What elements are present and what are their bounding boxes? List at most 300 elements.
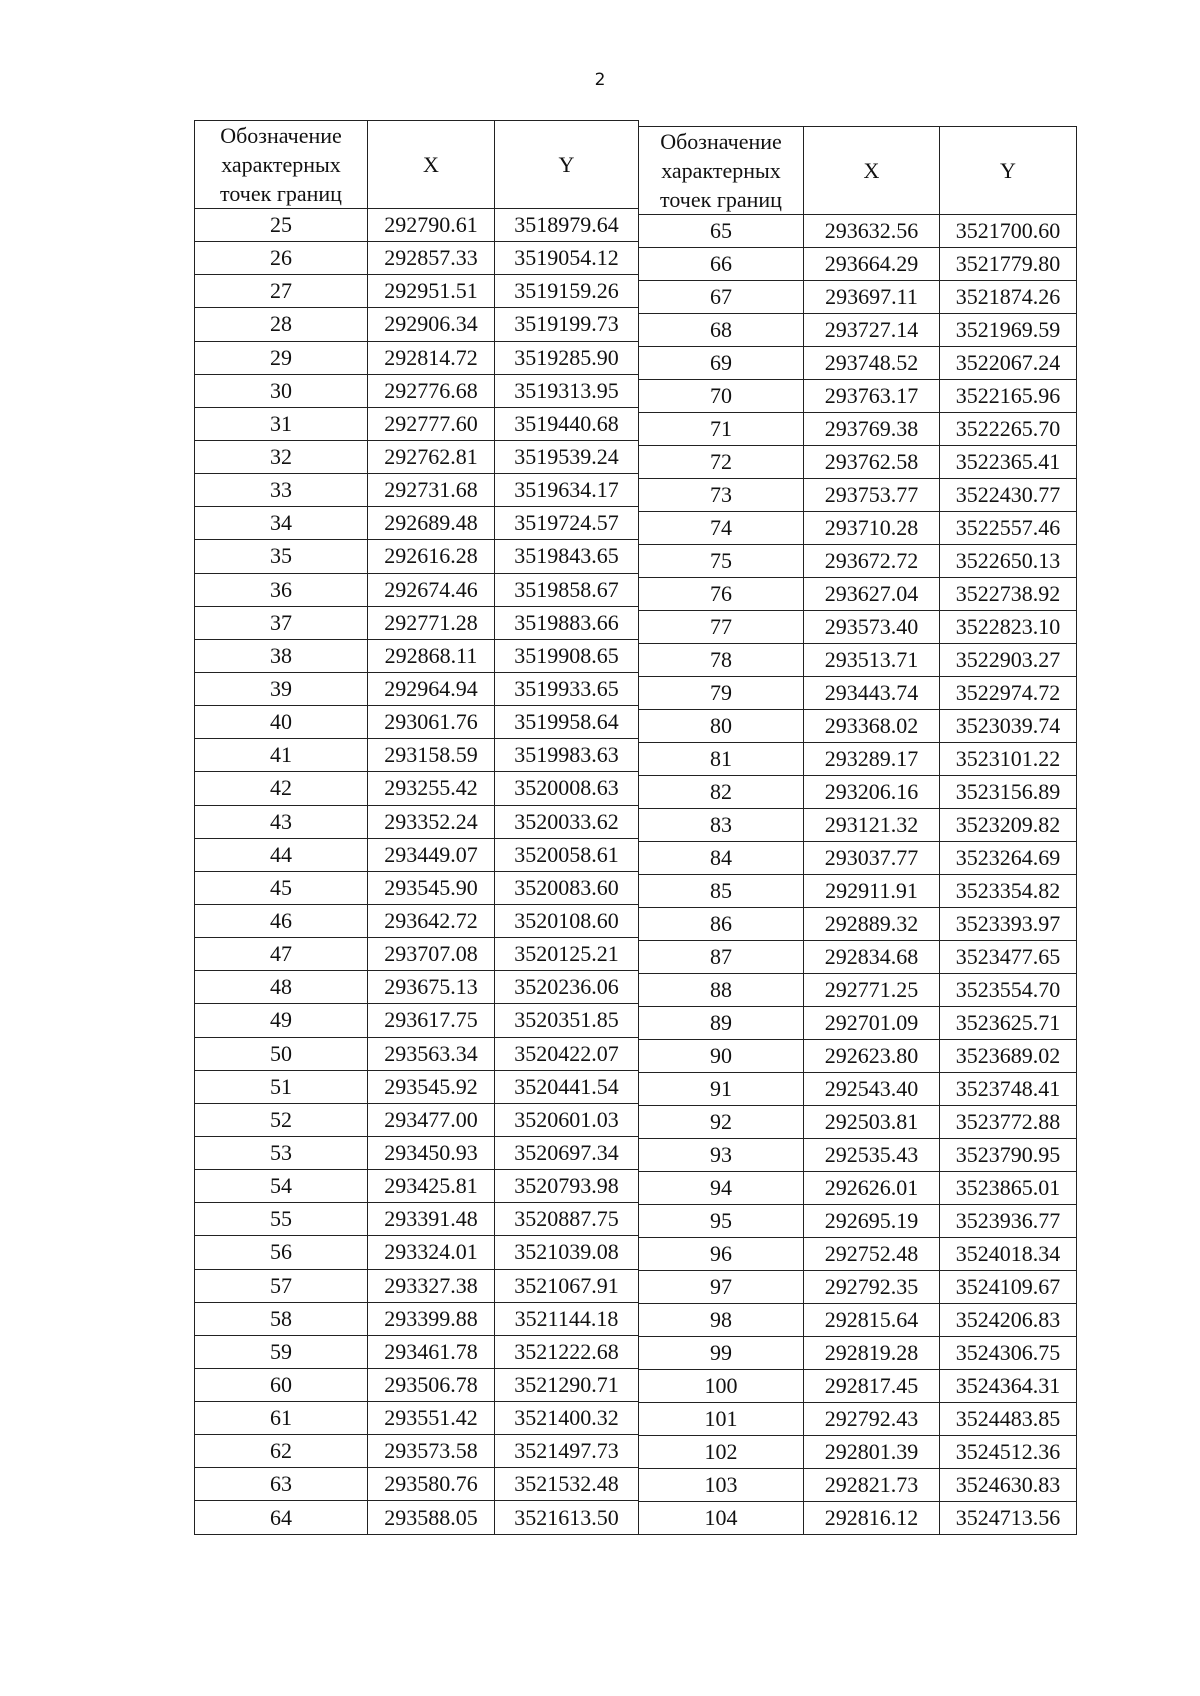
x-coordinate-cell: 293449.07 [368, 838, 495, 871]
point-number-cell: 68 [639, 314, 804, 347]
x-coordinate-cell: 292816.12 [804, 1502, 940, 1535]
point-number-cell: 73 [639, 479, 804, 512]
x-coordinate-cell: 292951.51 [368, 275, 495, 308]
y-coordinate-cell: 3523039.74 [940, 710, 1077, 743]
x-coordinate-cell: 293563.34 [368, 1037, 495, 1070]
table-row [195, 1136, 639, 1169]
point-number-cell: 47 [195, 938, 368, 971]
y-coordinate-cell: 3520697.34 [495, 1136, 639, 1169]
point-number-cell: 57 [195, 1269, 368, 1302]
x-coordinate-cell: 293664.29 [804, 248, 940, 281]
point-number-cell: 63 [195, 1468, 368, 1501]
x-coordinate-cell: 293573.40 [804, 611, 940, 644]
x-coordinate-cell: 292771.28 [368, 606, 495, 639]
table-row [639, 1040, 1077, 1073]
table-row [195, 1269, 639, 1302]
table-row [639, 1436, 1077, 1469]
y-coordinate-cell: 3524018.34 [940, 1238, 1077, 1271]
table-row [639, 1139, 1077, 1172]
point-number-cell: 98 [639, 1304, 804, 1337]
point-number-cell: 71 [639, 413, 804, 446]
x-coordinate-cell: 293061.76 [368, 706, 495, 739]
point-number-cell: 38 [195, 639, 368, 672]
point-number-cell: 32 [195, 440, 368, 473]
point-number-cell: 39 [195, 672, 368, 705]
table-row [195, 838, 639, 871]
point-number-cell: 89 [639, 1007, 804, 1040]
y-coordinate-cell: 3520033.62 [495, 805, 639, 838]
x-coordinate-cell: 292911.91 [804, 875, 940, 908]
table-row [639, 941, 1077, 974]
table-row [639, 1337, 1077, 1370]
x-coordinate-cell: 292535.43 [804, 1139, 940, 1172]
y-coordinate-cell: 3522823.10 [940, 611, 1077, 644]
x-coordinate-cell: 293513.71 [804, 644, 940, 677]
point-number-cell: 50 [195, 1037, 368, 1070]
header-x: X [368, 121, 495, 209]
table-row [195, 1302, 639, 1335]
x-coordinate-cell: 293324.01 [368, 1236, 495, 1269]
x-coordinate-cell: 293588.05 [368, 1501, 495, 1535]
x-coordinate-cell: 293727.14 [804, 314, 940, 347]
x-coordinate-cell: 292701.09 [804, 1007, 940, 1040]
header-point-label: Обозначение характерных точек границ [195, 121, 368, 209]
point-number-cell: 103 [639, 1469, 804, 1502]
table-header-row [195, 121, 639, 209]
table-row [639, 842, 1077, 875]
point-number-cell: 59 [195, 1335, 368, 1368]
table-row [639, 347, 1077, 380]
y-coordinate-cell: 3521222.68 [495, 1335, 639, 1368]
table-row [639, 215, 1077, 248]
y-coordinate-cell: 3518979.64 [495, 209, 639, 242]
x-coordinate-cell: 293545.92 [368, 1070, 495, 1103]
table-row [195, 805, 639, 838]
x-coordinate-cell: 292674.46 [368, 573, 495, 606]
point-number-cell: 94 [639, 1172, 804, 1205]
x-coordinate-cell: 293461.78 [368, 1335, 495, 1368]
y-coordinate-cell: 3520058.61 [495, 838, 639, 871]
x-coordinate-cell: 293289.17 [804, 743, 940, 776]
table-row [195, 407, 639, 440]
y-coordinate-cell: 3519933.65 [495, 672, 639, 705]
x-coordinate-cell: 292819.28 [804, 1337, 940, 1370]
y-coordinate-cell: 3522738.92 [940, 578, 1077, 611]
x-coordinate-cell: 293763.17 [804, 380, 940, 413]
point-number-cell: 60 [195, 1368, 368, 1401]
y-coordinate-cell: 3519159.26 [495, 275, 639, 308]
point-number-cell: 90 [639, 1040, 804, 1073]
x-coordinate-cell: 293710.28 [804, 512, 940, 545]
table-row [639, 1172, 1077, 1205]
x-coordinate-cell: 292752.48 [804, 1238, 940, 1271]
y-coordinate-cell: 3521779.80 [940, 248, 1077, 281]
table-row [639, 644, 1077, 677]
y-coordinate-cell: 3524630.83 [940, 1469, 1077, 1502]
y-coordinate-cell: 3523101.22 [940, 743, 1077, 776]
table-row [639, 281, 1077, 314]
x-coordinate-cell: 293121.32 [804, 809, 940, 842]
point-number-cell: 48 [195, 971, 368, 1004]
x-coordinate-cell: 293506.78 [368, 1368, 495, 1401]
y-coordinate-cell: 3520351.85 [495, 1004, 639, 1037]
point-number-cell: 33 [195, 474, 368, 507]
table-row [639, 413, 1077, 446]
point-number-cell: 100 [639, 1370, 804, 1403]
y-coordinate-cell: 3520108.60 [495, 904, 639, 937]
point-number-cell: 41 [195, 739, 368, 772]
x-coordinate-cell: 292776.68 [368, 374, 495, 407]
point-number-cell: 74 [639, 512, 804, 545]
y-coordinate-cell: 3520441.54 [495, 1070, 639, 1103]
point-number-cell: 61 [195, 1402, 368, 1435]
table-row [195, 1402, 639, 1435]
point-number-cell: 79 [639, 677, 804, 710]
x-coordinate-cell: 292817.45 [804, 1370, 940, 1403]
point-number-cell: 102 [639, 1436, 804, 1469]
y-coordinate-cell: 3520422.07 [495, 1037, 639, 1070]
x-coordinate-cell: 292695.19 [804, 1205, 940, 1238]
table-row [195, 1203, 639, 1236]
table-row [195, 507, 639, 540]
y-coordinate-cell: 3522903.27 [940, 644, 1077, 677]
y-coordinate-cell: 3521700.60 [940, 215, 1077, 248]
right-table-body [639, 215, 1077, 1535]
y-coordinate-cell: 3524109.67 [940, 1271, 1077, 1304]
y-coordinate-cell: 3523209.82 [940, 809, 1077, 842]
y-coordinate-cell: 3523554.70 [940, 974, 1077, 1007]
y-coordinate-cell: 3521144.18 [495, 1302, 639, 1335]
table-row [195, 706, 639, 739]
x-coordinate-cell: 293753.77 [804, 479, 940, 512]
point-number-cell: 88 [639, 974, 804, 1007]
point-number-cell: 62 [195, 1435, 368, 1468]
point-number-cell: 28 [195, 308, 368, 341]
point-number-cell: 66 [639, 248, 804, 281]
x-coordinate-cell: 292731.68 [368, 474, 495, 507]
y-coordinate-cell: 3519983.63 [495, 739, 639, 772]
table-row [639, 545, 1077, 578]
y-coordinate-cell: 3523748.41 [940, 1073, 1077, 1106]
x-coordinate-cell: 293748.52 [804, 347, 940, 380]
point-number-cell: 97 [639, 1271, 804, 1304]
table-row [639, 1502, 1077, 1535]
x-coordinate-cell: 293425.81 [368, 1170, 495, 1203]
y-coordinate-cell: 3521613.50 [495, 1501, 639, 1535]
x-coordinate-cell: 293477.00 [368, 1103, 495, 1136]
x-coordinate-cell: 293675.13 [368, 971, 495, 1004]
point-number-cell: 56 [195, 1236, 368, 1269]
point-number-cell: 84 [639, 842, 804, 875]
y-coordinate-cell: 3519054.12 [495, 242, 639, 275]
table-row [195, 1335, 639, 1368]
table-row [195, 904, 639, 937]
coordinates-table-right [638, 126, 1077, 1535]
x-coordinate-cell: 293580.76 [368, 1468, 495, 1501]
header-x: X [804, 127, 940, 215]
x-coordinate-cell: 293672.72 [804, 545, 940, 578]
table-row [639, 1304, 1077, 1337]
x-coordinate-cell: 292503.81 [804, 1106, 940, 1139]
table-row [639, 512, 1077, 545]
table-row [195, 440, 639, 473]
table-row [195, 971, 639, 1004]
y-coordinate-cell: 3519958.64 [495, 706, 639, 739]
y-coordinate-cell: 3524512.36 [940, 1436, 1077, 1469]
point-number-cell: 78 [639, 644, 804, 677]
x-coordinate-cell: 292689.48 [368, 507, 495, 540]
point-number-cell: 30 [195, 374, 368, 407]
table-row [195, 540, 639, 573]
x-coordinate-cell: 293158.59 [368, 739, 495, 772]
y-coordinate-cell: 3520236.06 [495, 971, 639, 1004]
table-row [639, 710, 1077, 743]
point-number-cell: 86 [639, 908, 804, 941]
x-coordinate-cell: 293352.24 [368, 805, 495, 838]
x-coordinate-cell: 292790.61 [368, 209, 495, 242]
point-number-cell: 95 [639, 1205, 804, 1238]
table-row [195, 573, 639, 606]
point-number-cell: 81 [639, 743, 804, 776]
y-coordinate-cell: 3523689.02 [940, 1040, 1077, 1073]
y-coordinate-cell: 3524206.83 [940, 1304, 1077, 1337]
table-row [195, 209, 639, 242]
y-coordinate-cell: 3521874.26 [940, 281, 1077, 314]
x-coordinate-cell: 293573.58 [368, 1435, 495, 1468]
table-row [639, 677, 1077, 710]
x-coordinate-cell: 292815.64 [804, 1304, 940, 1337]
x-coordinate-cell: 292543.40 [804, 1073, 940, 1106]
point-number-cell: 75 [639, 545, 804, 578]
header-point-label: Обозначение характерных точек границ [639, 127, 804, 215]
table-row [639, 1073, 1077, 1106]
x-coordinate-cell: 293255.42 [368, 772, 495, 805]
x-coordinate-cell: 292801.39 [804, 1436, 940, 1469]
table-row [639, 1469, 1077, 1502]
point-number-cell: 53 [195, 1136, 368, 1169]
point-number-cell: 72 [639, 446, 804, 479]
table-row [639, 743, 1077, 776]
table-row [195, 871, 639, 904]
y-coordinate-cell: 3524364.31 [940, 1370, 1077, 1403]
table-row [195, 308, 639, 341]
x-coordinate-cell: 293617.75 [368, 1004, 495, 1037]
point-number-cell: 45 [195, 871, 368, 904]
point-number-cell: 34 [195, 507, 368, 540]
table-row [195, 1070, 639, 1103]
point-number-cell: 99 [639, 1337, 804, 1370]
x-coordinate-cell: 292616.28 [368, 540, 495, 573]
point-number-cell: 85 [639, 875, 804, 908]
y-coordinate-cell: 3523393.97 [940, 908, 1077, 941]
table-row [639, 1205, 1077, 1238]
x-coordinate-cell: 293391.48 [368, 1203, 495, 1236]
y-coordinate-cell: 3522265.70 [940, 413, 1077, 446]
point-number-cell: 35 [195, 540, 368, 573]
point-number-cell: 69 [639, 347, 804, 380]
point-number-cell: 43 [195, 805, 368, 838]
table-header-row [639, 127, 1077, 215]
point-number-cell: 64 [195, 1501, 368, 1535]
table-row [639, 578, 1077, 611]
y-coordinate-cell: 3522557.46 [940, 512, 1077, 545]
table-row [195, 275, 639, 308]
table-row [195, 474, 639, 507]
x-coordinate-cell: 293037.77 [804, 842, 940, 875]
table-row [195, 242, 639, 275]
table-row [195, 1170, 639, 1203]
point-number-cell: 49 [195, 1004, 368, 1037]
table-row [639, 479, 1077, 512]
y-coordinate-cell: 3519539.24 [495, 440, 639, 473]
table-row [639, 875, 1077, 908]
x-coordinate-cell: 292626.01 [804, 1172, 940, 1205]
x-coordinate-cell: 293627.04 [804, 578, 940, 611]
table-row [195, 606, 639, 639]
point-number-cell: 55 [195, 1203, 368, 1236]
y-coordinate-cell: 3519313.95 [495, 374, 639, 407]
point-number-cell: 82 [639, 776, 804, 809]
x-coordinate-cell: 292762.81 [368, 440, 495, 473]
y-coordinate-cell: 3523936.77 [940, 1205, 1077, 1238]
point-number-cell: 76 [639, 578, 804, 611]
table-row [195, 1103, 639, 1136]
y-coordinate-cell: 3522650.13 [940, 545, 1077, 578]
point-number-cell: 91 [639, 1073, 804, 1106]
point-number-cell: 31 [195, 407, 368, 440]
y-coordinate-cell: 3523354.82 [940, 875, 1077, 908]
x-coordinate-cell: 293762.58 [804, 446, 940, 479]
point-number-cell: 65 [639, 215, 804, 248]
table-row [195, 1501, 639, 1535]
table-row [195, 374, 639, 407]
x-coordinate-cell: 292771.25 [804, 974, 940, 1007]
table-row [195, 1236, 639, 1269]
y-coordinate-cell: 3519634.17 [495, 474, 639, 507]
table-row [195, 938, 639, 971]
x-coordinate-cell: 292889.32 [804, 908, 940, 941]
point-number-cell: 46 [195, 904, 368, 937]
y-coordinate-cell: 3522365.41 [940, 446, 1077, 479]
y-coordinate-cell: 3519908.65 [495, 639, 639, 672]
y-coordinate-cell: 3523772.88 [940, 1106, 1077, 1139]
table-row [195, 1004, 639, 1037]
y-coordinate-cell: 3519440.68 [495, 407, 639, 440]
x-coordinate-cell: 292792.43 [804, 1403, 940, 1436]
x-coordinate-cell: 293399.88 [368, 1302, 495, 1335]
x-coordinate-cell: 292834.68 [804, 941, 940, 974]
table-row [195, 1368, 639, 1401]
y-coordinate-cell: 3521969.59 [940, 314, 1077, 347]
y-coordinate-cell: 3524306.75 [940, 1337, 1077, 1370]
point-number-cell: 83 [639, 809, 804, 842]
point-number-cell: 96 [639, 1238, 804, 1271]
point-number-cell: 26 [195, 242, 368, 275]
x-coordinate-cell: 293769.38 [804, 413, 940, 446]
point-number-cell: 93 [639, 1139, 804, 1172]
y-coordinate-cell: 3521497.73 [495, 1435, 639, 1468]
point-number-cell: 37 [195, 606, 368, 639]
point-number-cell: 42 [195, 772, 368, 805]
header-y: Y [495, 121, 639, 209]
x-coordinate-cell: 292906.34 [368, 308, 495, 341]
x-coordinate-cell: 293545.90 [368, 871, 495, 904]
x-coordinate-cell: 293443.74 [804, 677, 940, 710]
left-table-body [195, 209, 639, 1535]
table-row [639, 1106, 1077, 1139]
point-number-cell: 52 [195, 1103, 368, 1136]
x-coordinate-cell: 293707.08 [368, 938, 495, 971]
table-row [195, 1468, 639, 1501]
x-coordinate-cell: 292777.60 [368, 407, 495, 440]
x-coordinate-cell: 293551.42 [368, 1402, 495, 1435]
y-coordinate-cell: 3520008.63 [495, 772, 639, 805]
coordinates-table-left [194, 120, 639, 1535]
x-coordinate-cell: 293327.38 [368, 1269, 495, 1302]
y-coordinate-cell: 3520793.98 [495, 1170, 639, 1203]
y-coordinate-cell: 3520601.03 [495, 1103, 639, 1136]
y-coordinate-cell: 3519883.66 [495, 606, 639, 639]
point-number-cell: 58 [195, 1302, 368, 1335]
point-number-cell: 44 [195, 838, 368, 871]
y-coordinate-cell: 3524713.56 [940, 1502, 1077, 1535]
table-row [195, 772, 639, 805]
y-coordinate-cell: 3523264.69 [940, 842, 1077, 875]
y-coordinate-cell: 3523790.95 [940, 1139, 1077, 1172]
table-row [195, 341, 639, 374]
x-coordinate-cell: 293450.93 [368, 1136, 495, 1169]
y-coordinate-cell: 3520887.75 [495, 1203, 639, 1236]
table-row [639, 1238, 1077, 1271]
x-coordinate-cell: 292857.33 [368, 242, 495, 275]
point-number-cell: 27 [195, 275, 368, 308]
point-number-cell: 92 [639, 1106, 804, 1139]
table-row [195, 1435, 639, 1468]
table-row [639, 974, 1077, 1007]
table-row [195, 739, 639, 772]
point-number-cell: 104 [639, 1502, 804, 1535]
point-number-cell: 51 [195, 1070, 368, 1103]
y-coordinate-cell: 3521400.32 [495, 1402, 639, 1435]
y-coordinate-cell: 3522067.24 [940, 347, 1077, 380]
y-coordinate-cell: 3522165.96 [940, 380, 1077, 413]
point-number-cell: 29 [195, 341, 368, 374]
x-coordinate-cell: 292792.35 [804, 1271, 940, 1304]
x-coordinate-cell: 292868.11 [368, 639, 495, 672]
point-number-cell: 40 [195, 706, 368, 739]
table-row [639, 380, 1077, 413]
y-coordinate-cell: 3519199.73 [495, 308, 639, 341]
x-coordinate-cell: 293642.72 [368, 904, 495, 937]
y-coordinate-cell: 3521532.48 [495, 1468, 639, 1501]
y-coordinate-cell: 3520083.60 [495, 871, 639, 904]
point-number-cell: 77 [639, 611, 804, 644]
table-row [639, 776, 1077, 809]
point-number-cell: 101 [639, 1403, 804, 1436]
table-row [639, 1271, 1077, 1304]
y-coordinate-cell: 3520125.21 [495, 938, 639, 971]
table-row [639, 908, 1077, 941]
y-coordinate-cell: 3521039.08 [495, 1236, 639, 1269]
x-coordinate-cell: 292964.94 [368, 672, 495, 705]
table-row [195, 672, 639, 705]
point-number-cell: 87 [639, 941, 804, 974]
table-row [639, 1370, 1077, 1403]
y-coordinate-cell: 3523477.65 [940, 941, 1077, 974]
y-coordinate-cell: 3519724.57 [495, 507, 639, 540]
table-row [639, 1403, 1077, 1436]
table-row [639, 611, 1077, 644]
